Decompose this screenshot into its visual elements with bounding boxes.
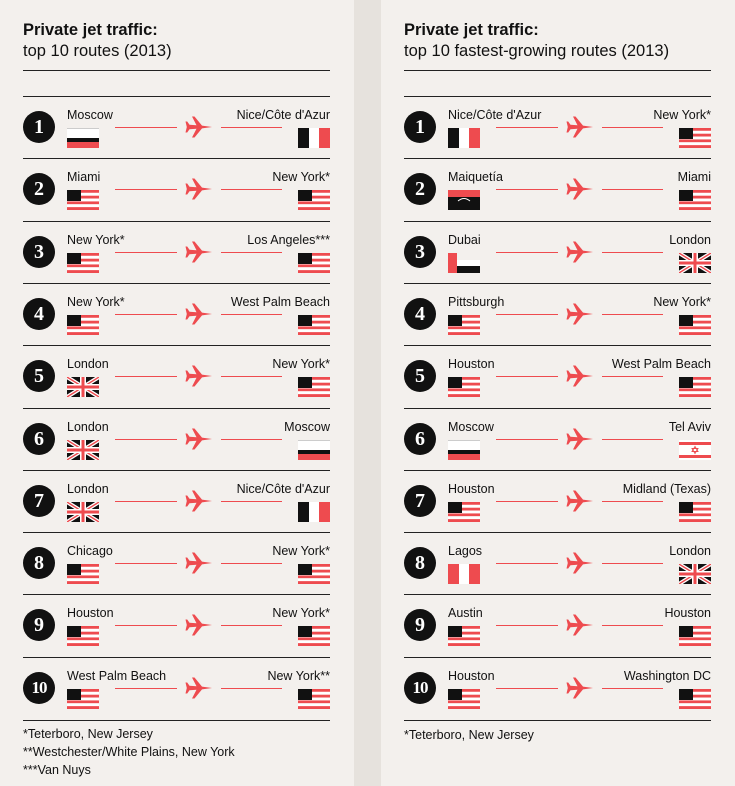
route-row (404, 158, 711, 221)
title-bold: Private jet traffic: (404, 21, 539, 39)
route-line (496, 376, 558, 377)
route-line (496, 439, 558, 440)
footnote: *Teterboro, New Jersey (404, 728, 534, 742)
airplane-icon (185, 240, 213, 264)
destination-city: New York* (272, 606, 330, 620)
flag-us-icon (67, 190, 99, 210)
route-line (496, 563, 558, 564)
route-line (496, 501, 558, 502)
flag-us-icon (448, 626, 480, 646)
route-row (23, 158, 330, 221)
divider (23, 70, 330, 71)
destination-city: Miami (677, 170, 711, 184)
route-line (602, 376, 663, 377)
origin-city: Houston (448, 669, 495, 683)
flag-us-icon (298, 377, 330, 397)
flag-us-icon (298, 626, 330, 646)
route-line (496, 625, 558, 626)
destination-city: New York** (267, 669, 330, 683)
airplane-icon (185, 489, 213, 513)
origin-city: Pittsburgh (448, 295, 505, 309)
route-row (23, 96, 330, 159)
route-row (23, 221, 330, 284)
flag-us-icon (679, 502, 711, 522)
destination-city: New York* (272, 357, 330, 371)
route-line (602, 625, 663, 626)
route-line (221, 688, 282, 689)
route-line (496, 127, 558, 128)
airplane-icon (566, 302, 594, 326)
route-line (221, 127, 282, 128)
route-row (23, 470, 330, 533)
route-row (23, 408, 330, 471)
route-line (115, 439, 177, 440)
destination-city: London (669, 233, 711, 247)
flag-us-icon (448, 377, 480, 397)
destination-city: West Palm Beach (230, 295, 330, 309)
rank-badge: 4 (404, 298, 436, 330)
airplane-icon (566, 676, 594, 700)
flag-ru-icon (298, 440, 330, 460)
flag-uk-icon (67, 440, 99, 460)
flag-us-icon (448, 689, 480, 709)
flag-ru-icon (448, 440, 480, 460)
route-line (115, 563, 177, 564)
origin-city: London (67, 420, 109, 434)
rank-badge: 2 (23, 173, 55, 205)
route-line (221, 314, 282, 315)
panel-fastest-growing-routes (381, 0, 735, 786)
flag-ae-icon (448, 253, 480, 273)
rank-badge: 4 (23, 298, 55, 330)
route-row (23, 532, 330, 595)
flag-ru-icon (67, 128, 99, 148)
route-line (496, 688, 558, 689)
flag-us-icon (448, 502, 480, 522)
flag-us-icon (298, 190, 330, 210)
footnote: *Teterboro, New Jersey (23, 727, 153, 741)
flag-fr-icon (298, 502, 330, 522)
origin-city: Miami (67, 170, 101, 184)
route-line (115, 314, 177, 315)
route-row (404, 283, 711, 346)
origin-city: London (67, 482, 109, 496)
flag-us-icon (67, 315, 99, 335)
flag-us-icon (67, 689, 99, 709)
airplane-icon (566, 240, 594, 264)
route-line (221, 625, 282, 626)
airplane-icon (185, 302, 213, 326)
route-line (221, 252, 282, 253)
rank-badge: 9 (404, 609, 436, 641)
airplane-icon (566, 115, 594, 139)
title-subtitle: top 10 fastest-growing routes (2013) (404, 42, 670, 60)
flag-us-icon (679, 689, 711, 709)
panel-top-routes (0, 0, 354, 786)
route-line (602, 314, 663, 315)
airplane-icon (185, 427, 213, 451)
flag-ve-icon (448, 190, 480, 210)
flag-uk-icon (67, 502, 99, 522)
title-bold: Private jet traffic: (23, 21, 158, 39)
flag-us-icon (448, 315, 480, 335)
flag-il-icon (679, 440, 711, 460)
route-line (496, 189, 558, 190)
destination-city: Nice/Côte d'Azur (236, 482, 330, 496)
airplane-icon (566, 177, 594, 201)
flag-us-icon (298, 564, 330, 584)
route-line (602, 252, 663, 253)
route-row (404, 408, 711, 471)
rank-badge: 2 (404, 173, 436, 205)
rank-badge: 1 (23, 111, 55, 143)
flag-us-icon (298, 315, 330, 335)
route-line (221, 563, 282, 564)
origin-city: West Palm Beach (67, 669, 167, 683)
rank-badge: 5 (23, 360, 55, 392)
origin-city: Austin (448, 606, 483, 620)
route-row (404, 594, 711, 657)
flag-us-icon (67, 253, 99, 273)
flag-us-icon (679, 377, 711, 397)
route-line (115, 376, 177, 377)
destination-city: Midland (Texas) (622, 482, 711, 496)
destination-city: Los Angeles*** (247, 233, 330, 247)
flag-uk-icon (679, 253, 711, 273)
destination-city: West Palm Beach (611, 357, 711, 371)
origin-city: Nice/Côte d'Azur (448, 108, 542, 122)
route-line (496, 314, 558, 315)
route-line (115, 127, 177, 128)
destination-city: Houston (664, 606, 711, 620)
route-line (221, 439, 282, 440)
destination-city: New York* (272, 544, 330, 558)
route-line (115, 501, 177, 502)
route-row (23, 657, 330, 721)
route-line (496, 252, 558, 253)
rank-badge: 6 (404, 423, 436, 455)
footnotes (23, 725, 235, 779)
rank-badge: 6 (23, 423, 55, 455)
route-line (221, 189, 282, 190)
route-line (602, 563, 663, 564)
origin-city: Houston (448, 357, 495, 371)
route-line (602, 439, 663, 440)
airplane-icon (185, 551, 213, 575)
route-line (602, 688, 663, 689)
airplane-icon (566, 613, 594, 637)
rank-badge: 7 (23, 485, 55, 517)
route-line (602, 189, 663, 190)
origin-city: Maiquetía (448, 170, 503, 184)
airplane-icon (185, 364, 213, 388)
rank-badge: 10 (23, 672, 55, 704)
divider (404, 70, 711, 71)
rank-badge: 1 (404, 111, 436, 143)
rank-badge: 3 (23, 236, 55, 268)
flag-us-icon (679, 190, 711, 210)
flag-us-icon (298, 689, 330, 709)
route-line (602, 501, 663, 502)
rank-badge: 8 (404, 547, 436, 579)
airplane-icon (185, 676, 213, 700)
airplane-icon (566, 551, 594, 575)
destination-city: New York* (272, 170, 330, 184)
destination-city: Nice/Côte d'Azur (236, 108, 330, 122)
route-row (404, 532, 711, 595)
origin-city: Lagos (448, 544, 483, 558)
destination-city: Moscow (284, 420, 330, 434)
footnote: **Westchester/White Plains, New York (23, 745, 235, 759)
route-row (404, 470, 711, 533)
route-line (221, 501, 282, 502)
flag-us-icon (679, 128, 711, 148)
panel-title (404, 20, 669, 62)
flag-uk-icon (679, 564, 711, 584)
flag-us-icon (67, 626, 99, 646)
footnotes (404, 726, 534, 744)
flag-uk-icon (67, 377, 99, 397)
route-line (115, 625, 177, 626)
flag-fr-icon (448, 128, 480, 148)
route-row (404, 657, 711, 721)
route-line (115, 688, 177, 689)
airplane-icon (185, 177, 213, 201)
airplane-icon (566, 427, 594, 451)
route-row (404, 345, 711, 408)
flag-us-icon (298, 253, 330, 273)
origin-city: Dubai (448, 233, 481, 247)
airplane-icon (185, 613, 213, 637)
rank-badge: 5 (404, 360, 436, 392)
flag-us-icon (679, 626, 711, 646)
flag-ng-icon (448, 564, 480, 584)
airplane-icon (185, 115, 213, 139)
destination-city: New York* (653, 295, 711, 309)
destination-city: New York* (653, 108, 711, 122)
origin-city: New York* (67, 295, 125, 309)
origin-city: New York* (67, 233, 125, 247)
panel-title (23, 20, 172, 62)
rank-badge: 8 (23, 547, 55, 579)
airplane-icon (566, 364, 594, 388)
origin-city: Chicago (67, 544, 113, 558)
flag-us-icon (679, 315, 711, 335)
flag-fr-icon (298, 128, 330, 148)
origin-city: Houston (67, 606, 114, 620)
origin-city: Moscow (67, 108, 113, 122)
route-row (23, 283, 330, 346)
rank-badge: 3 (404, 236, 436, 268)
rank-badge: 7 (404, 485, 436, 517)
origin-city: Moscow (448, 420, 494, 434)
route-row (23, 345, 330, 408)
rank-badge: 9 (23, 609, 55, 641)
footnote: ***Van Nuys (23, 763, 91, 777)
route-line (221, 376, 282, 377)
destination-city: Washington DC (623, 669, 711, 683)
route-row (404, 221, 711, 284)
route-line (115, 252, 177, 253)
airplane-icon (566, 489, 594, 513)
title-subtitle: top 10 routes (2013) (23, 42, 172, 60)
destination-city: Tel Aviv (668, 420, 711, 434)
origin-city: London (67, 357, 109, 371)
route-row (404, 96, 711, 159)
route-line (115, 189, 177, 190)
destination-city: London (669, 544, 711, 558)
origin-city: Houston (448, 482, 495, 496)
route-row (23, 594, 330, 657)
flag-us-icon (67, 564, 99, 584)
route-line (602, 127, 663, 128)
rank-badge: 10 (404, 672, 436, 704)
